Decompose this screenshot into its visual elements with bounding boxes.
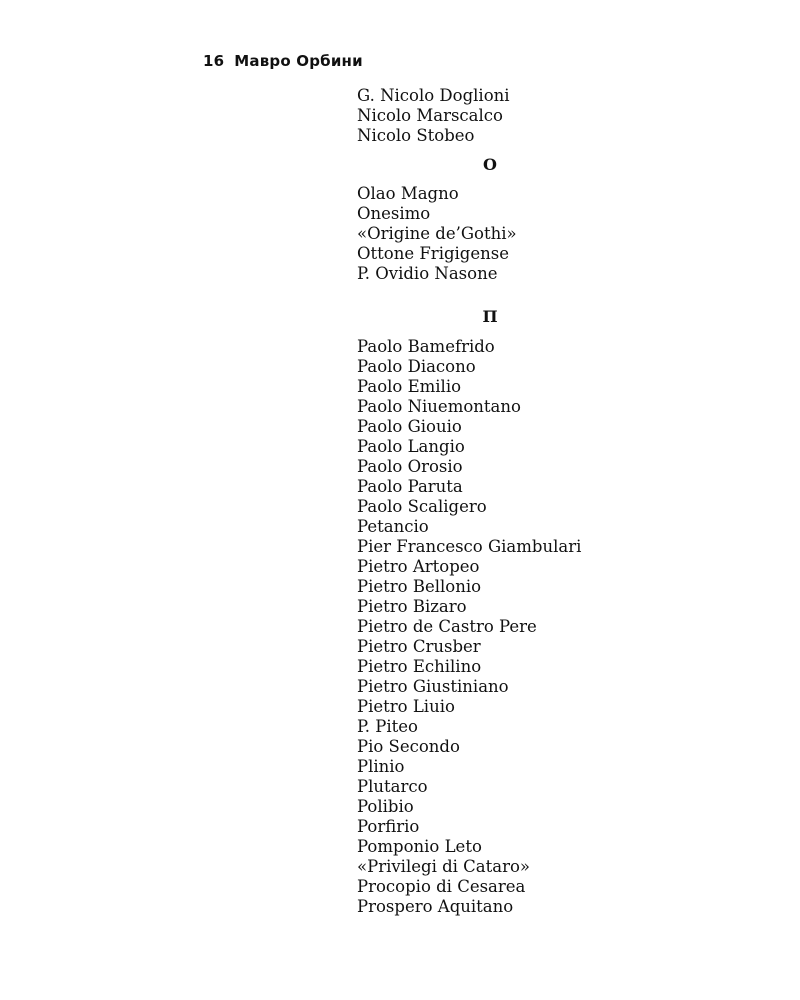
index-entry: Olao Magno [357, 184, 459, 203]
index-entry: Pier Francesco Giambulari [357, 537, 582, 556]
index-entry: Polibio [357, 797, 414, 816]
index-entry: Paolo Scaligero [357, 497, 487, 516]
index-entry: Paolo Bamefrido [357, 337, 495, 356]
section-n-continued [357, 86, 657, 146]
index-entry: Porfirio [357, 817, 420, 836]
index-entry: Paolo Emilio [357, 377, 462, 396]
index-entry: Nicolo Marscalco [357, 106, 503, 125]
entry-list [357, 184, 657, 284]
index-entry: Plutarco [357, 777, 428, 796]
index-entry: Pietro Bizaro [357, 597, 467, 616]
running-title: Мавро Орбини [234, 52, 363, 70]
index-entry: Pietro Artopeo [357, 557, 480, 576]
section-letter-o: O [483, 155, 497, 174]
index-entry: Pietro Giustiniano [357, 677, 509, 696]
index-entry: P. Piteo [357, 717, 418, 736]
index-entry: «Privilegi di Cataro» [357, 857, 531, 876]
index-entry: Paolo Paruta [357, 477, 463, 496]
index-entry: G. Nicolo Doglioni [357, 86, 510, 105]
index-entry: Pomponio Leto [357, 837, 482, 856]
index-entry: Pietro Echilino [357, 657, 482, 676]
index-entry: Paolo Langio [357, 437, 465, 456]
section-o [357, 155, 657, 284]
index-entry: Pio Secondo [357, 737, 460, 756]
index-entry: Ottone Frigigense [357, 244, 509, 263]
index-entry: Nicolo Stobeo [357, 126, 475, 145]
author-index [357, 86, 657, 917]
entry-list [357, 86, 657, 146]
index-entry: P. Ovidio Nasone [357, 264, 498, 283]
index-entry: Paolo Giouio [357, 417, 462, 436]
index-entry: Plinio [357, 757, 405, 776]
section-p [357, 307, 657, 917]
running-header [203, 52, 363, 70]
index-entry: Paolo Niuemontano [357, 397, 521, 416]
entry-list [357, 337, 657, 917]
index-entry: Onesimo [357, 204, 431, 223]
index-entry: Prospero Aquitano [357, 897, 514, 916]
index-entry: «Origine de’Gothi» [357, 224, 517, 243]
index-entry: Petancio [357, 517, 429, 536]
index-entry: Paolo Orosio [357, 457, 463, 476]
index-entry: Pietro Bellonio [357, 577, 482, 596]
index-entry: Paolo Diacono [357, 357, 476, 376]
index-entry: Pietro Liuio [357, 697, 455, 716]
index-entry: Procopio di Cesarea [357, 877, 526, 896]
index-entry: Pietro de Castro Pere [357, 617, 537, 636]
index-entry: Pietro Crusber [357, 637, 481, 656]
section-letter-p: П [482, 307, 498, 326]
page-number: 16 [203, 52, 225, 70]
